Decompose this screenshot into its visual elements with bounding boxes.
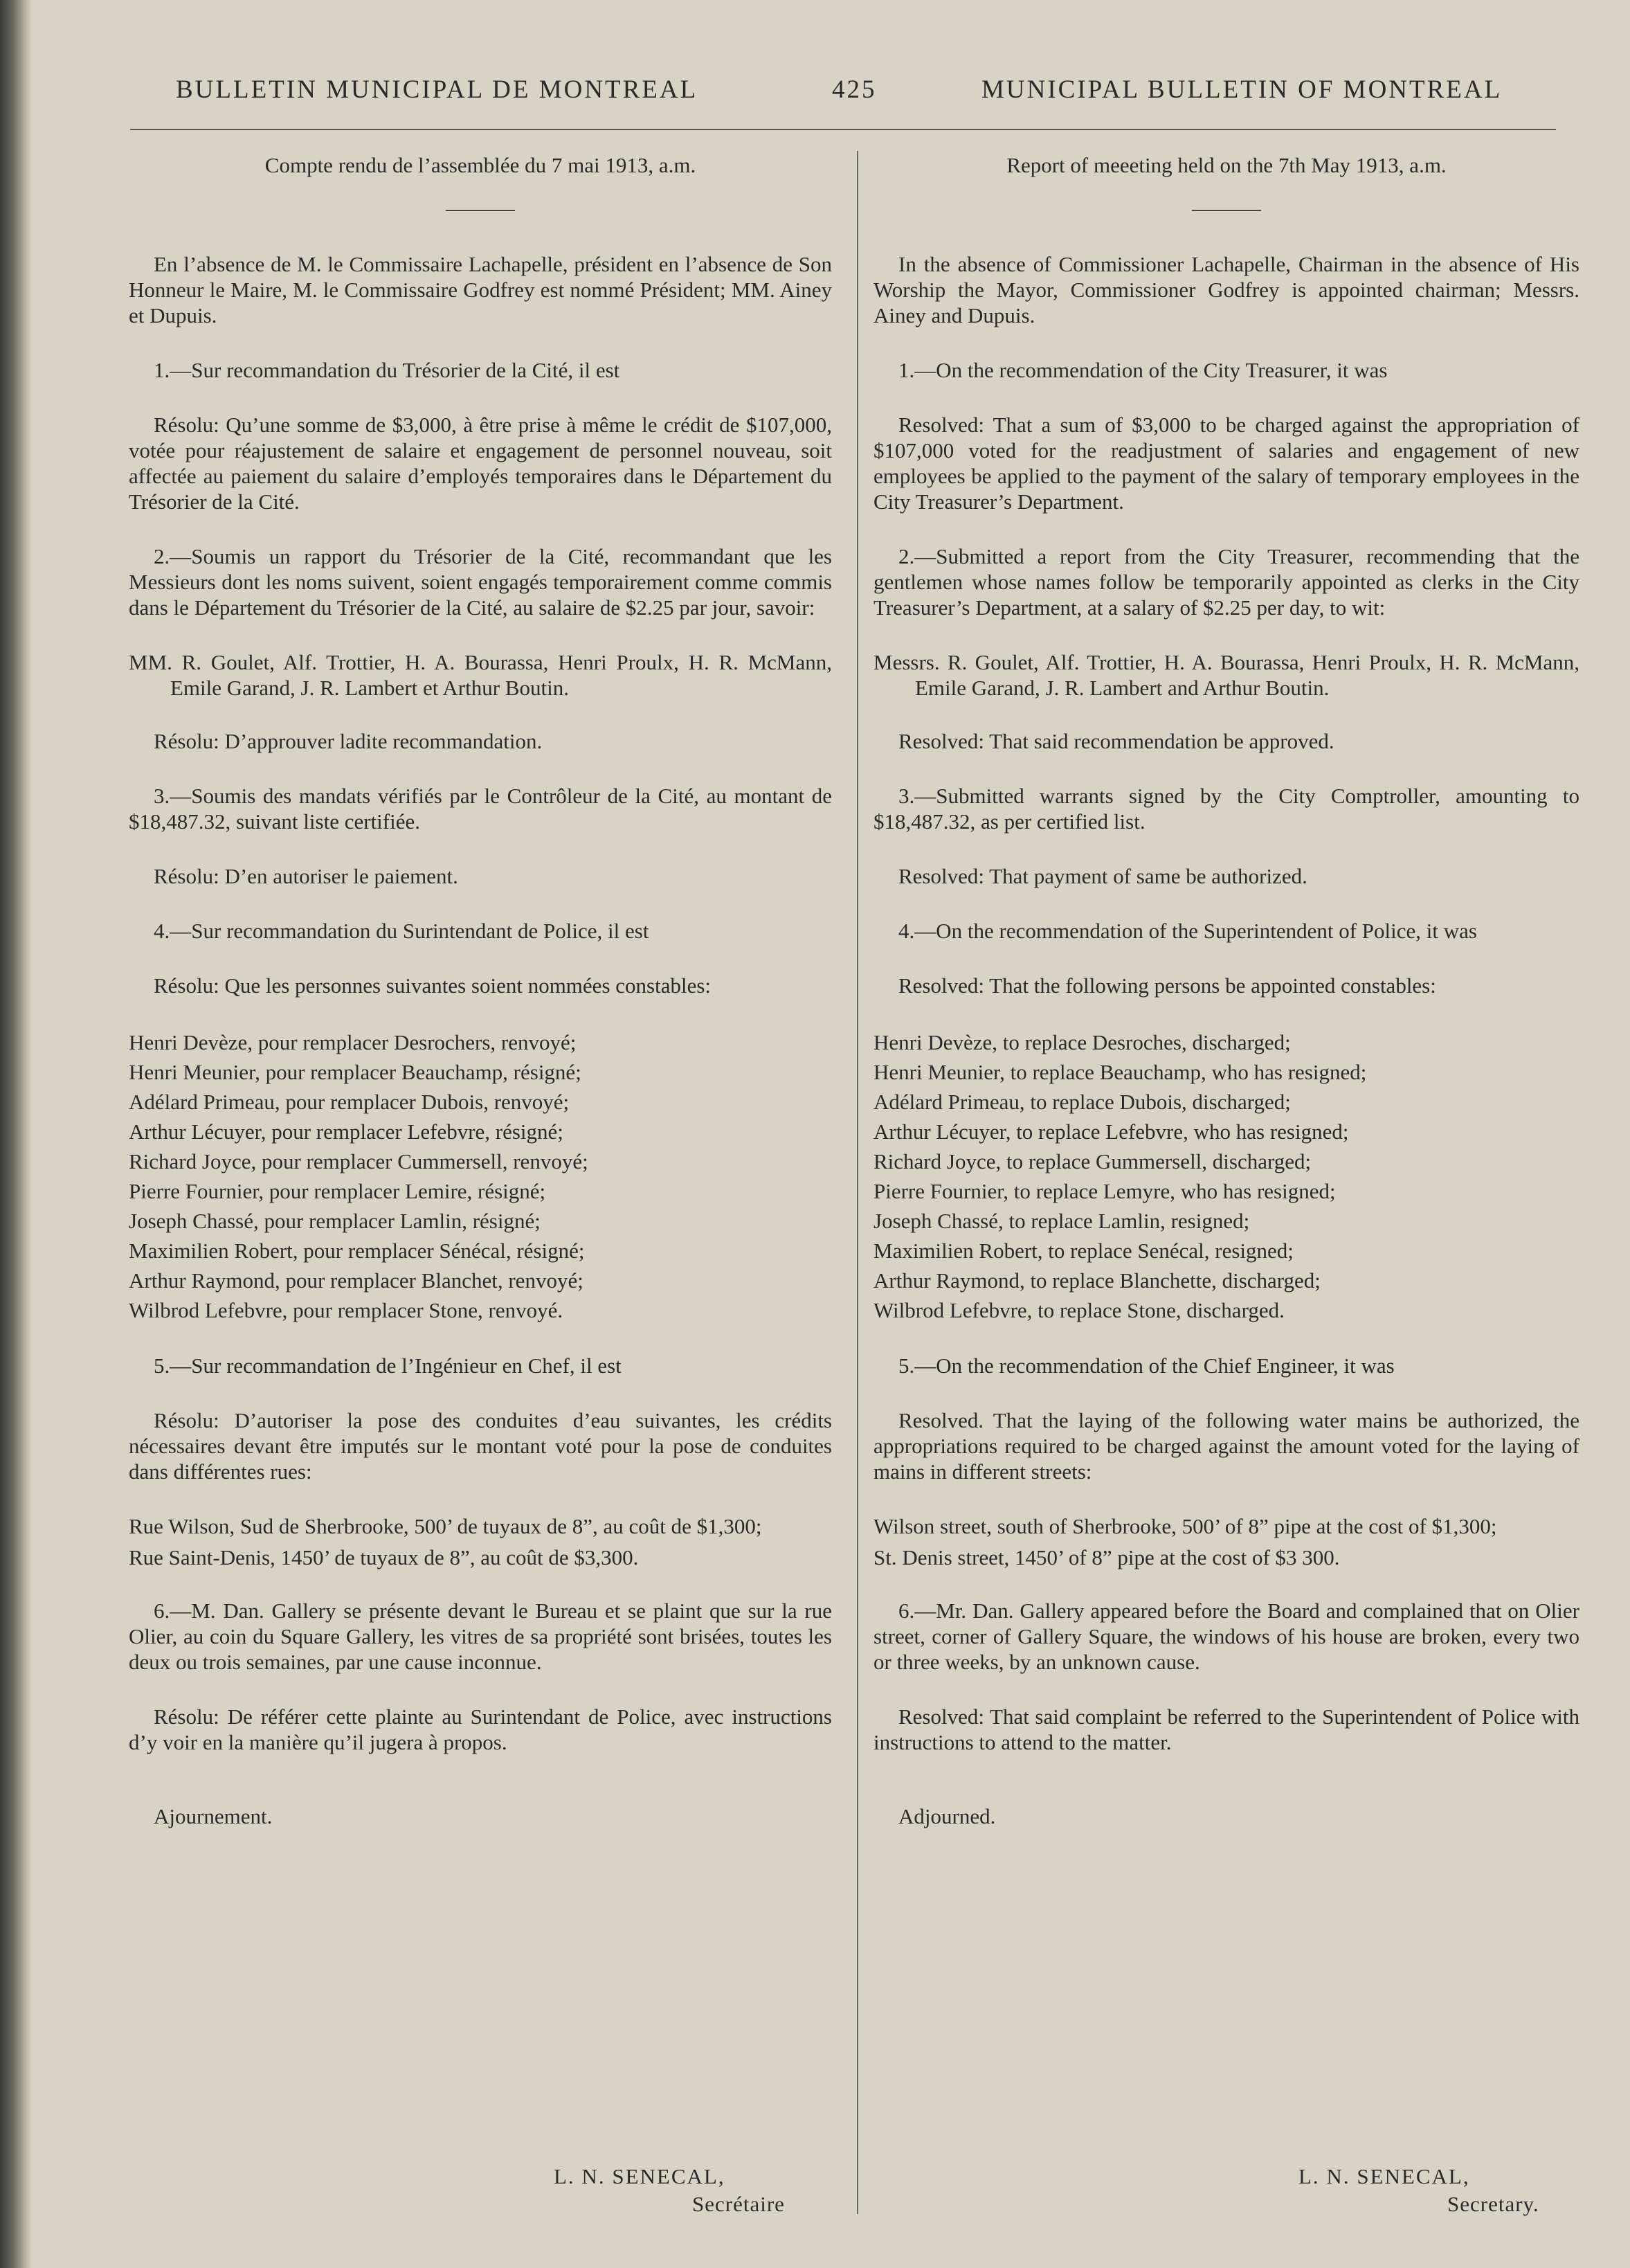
english-item-1-resolution: Resolved: That a sum of $3,000 to be charged against the appropriation of $107,000 voted for the readjustment of salaries and engagement of new employees be applied to the payment of the salary of temporary employees in the City Treasurer’s Department. xyxy=(873,413,1579,514)
french-item-5-resolution: Résolu: D’autoriser la pose des conduites d’eau suivantes, les crédits nécessaires devant être imputés sur le montant voté pour la pose de conduites dans différentes rues: xyxy=(129,1408,832,1484)
french-intro: En l’absence de M. le Commissaire Lachapelle, président en l’absence de Son Honneur le Maire, M. le Commissaire Godfrey est nommé Président; MM. Ainey et Dupuis. xyxy=(129,252,832,327)
french-signature xyxy=(554,2163,785,2218)
french-clerk-names: MM. R. Goulet, Alf. Trottier, H. A. Bourassa, Henri Proulx, H. R. McMann, Emile Garand, J. R. Lambert et Arthur Boutin. xyxy=(129,650,832,700)
french-constable-list xyxy=(129,1027,832,1325)
list-item: Wilbrod Lefebvre, to replace Stone, discharged. xyxy=(873,1298,1285,1322)
list-item: Joseph Chassé, to replace Lamlin, resigned; xyxy=(873,1209,1250,1233)
list-item: Adélard Primeau, to replace Dubois, discharged; xyxy=(873,1090,1291,1114)
title-rule xyxy=(1192,210,1261,211)
english-adjournment: Adjourned. xyxy=(898,1804,996,1828)
list-item: Arthur Lécuyer, to replace Lefebvre, who has resigned; xyxy=(873,1119,1349,1144)
list-item: Pierre Fournier, pour remplacer Lemire, résigné; xyxy=(129,1179,546,1203)
english-item-2-resolution: Resolved: That said recommendation be approved. xyxy=(898,729,1334,753)
book-spine-shadow xyxy=(0,0,32,2268)
english-item-1: 1.—On the recommendation of the City Treasurer, it was xyxy=(898,358,1388,382)
list-item: Arthur Lécuyer, pour remplacer Lefebvre, résigné; xyxy=(129,1119,563,1144)
list-item: Henri Devèze, to replace Desroches, discharged; xyxy=(873,1030,1291,1054)
english-item-6: 6.—Mr. Dan. Gallery appeared before the Board and complained that on Olier street, corner of Gallery Square, the windows of his house are broken, every two or three weeks, by an unknown cause. xyxy=(873,1599,1579,1674)
english-item-3: 3.—Submitted warrants signed by the City Comptroller, amounting to $18,487.32, as per certified list. xyxy=(873,784,1579,834)
list-item: Maximilien Robert, pour remplacer Sénécal, résigné; xyxy=(129,1239,585,1263)
french-adjournment: Ajournement. xyxy=(154,1804,273,1828)
french-item-6: 6.—M. Dan. Gallery se présente devant le Bureau et se plaint que sur la rue Olier, au coin du Square Gallery, les vitres de sa propriété sont brisées, toutes les deux ou trois semaines, par une cause inconnue. xyxy=(129,1599,832,1674)
page-number: 425 xyxy=(832,75,877,104)
french-item-2: 2.—Soumis un rapport du Trésorier de la Cité, recommandant que les Messieurs dont les noms suivent, soient engagés temporairement comme commis dans le Département du Trésorier de la Cité, au salaire de $2.25 par jour, savoir: xyxy=(129,544,832,620)
list-item: Arthur Raymond, pour remplacer Blanchet, renvoyé; xyxy=(129,1268,583,1293)
english-signature xyxy=(1298,2163,1539,2218)
list-item: Wilbrod Lefebvre, pour remplacer Stone, renvoyé. xyxy=(129,1298,563,1322)
english-constable-list xyxy=(873,1027,1579,1325)
french-item-5: 5.—Sur recommandation de l’Ingénieur en Chef, il est xyxy=(154,1353,622,1378)
english-item-5-resolution: Resolved. That the laying of the following water mains be authorized, the appropriations required to be charged against the amount voted for the laying of mains in different streets: xyxy=(873,1408,1579,1484)
list-item: Joseph Chassé, pour remplacer Lamlin, résigné; xyxy=(129,1209,541,1233)
french-water-main-1: Rue Wilson, Sud de Sherbrooke, 500’ de tuyaux de 8”, au coût de $1,300; xyxy=(129,1514,762,1538)
list-item: Henri Meunier, to replace Beauchamp, who has resigned; xyxy=(873,1060,1367,1084)
french-water-main-2: Rue Saint-Denis, 1450’ de tuyaux de 8”, au coût de $3,300. xyxy=(129,1545,639,1569)
french-signature-title: Secrétaire xyxy=(692,2192,785,2216)
french-item-6-resolution: Résolu: De référer cette plainte au Surintendant de Police, avec instructions d’y voir en la manière qu’il jugera à propos. xyxy=(129,1704,832,1754)
list-item: Pierre Fournier, to replace Lemyre, who has resigned; xyxy=(873,1179,1336,1203)
column-divider xyxy=(857,151,858,2214)
list-item: Richard Joyce, pour remplacer Cummersell, renvoyé; xyxy=(129,1149,588,1173)
english-item-3-resolution: Resolved: That payment of same be authorized. xyxy=(898,864,1307,888)
list-item: Richard Joyce, to replace Gummersell, discharged; xyxy=(873,1149,1312,1173)
english-item-2: 2.—Submitted a report from the City Treasurer, recommending that the gentlemen whose names follow be temporarily appointed as clerks in the City Treasurer’s Department, at a salary of $2.25 per day, to wit: xyxy=(873,544,1579,620)
english-item-6-resolution: Resolved: That said complaint be referred to the Superintendent of Police with instructions to attend to the matter. xyxy=(873,1704,1579,1754)
header-title-english: MUNICIPAL BULLETIN OF MONTREAL xyxy=(981,75,1503,104)
english-water-main-2: St. Denis street, 1450’ of 8” pipe at the cost of $3 300. xyxy=(873,1545,1340,1569)
english-signature-title: Secretary. xyxy=(1447,2192,1539,2216)
list-item: Maximilien Robert, to replace Senécal, resigned; xyxy=(873,1239,1294,1263)
list-item: Adélard Primeau, pour remplacer Dubois, renvoyé; xyxy=(129,1090,570,1114)
english-column xyxy=(873,152,1579,1829)
header-title-french: BULLETIN MUNICIPAL DE MONTREAL xyxy=(176,75,698,104)
list-item: Henri Meunier, pour remplacer Beauchamp, résigné; xyxy=(129,1060,581,1084)
english-signature-name: L. N. SENECAL, xyxy=(1298,2164,1470,2188)
english-item-4: 4.—On the recommendation of the Superintendent of Police, it was xyxy=(898,919,1477,943)
french-item-1: 1.—Sur recommandation du Trésorier de la Cité, il est xyxy=(154,358,620,382)
french-item-4: 4.—Sur recommandation du Surintendant de Police, il est xyxy=(154,919,649,943)
header-rule xyxy=(130,129,1556,130)
english-item-5: 5.—On the recommendation of the Chief Engineer, it was xyxy=(898,1353,1395,1378)
french-item-1-resolution: Résolu: Qu’une somme de $3,000, à être prise à même le crédit de $107,000, votée pour réajustement de salaire et engagement de personnel nouveau, soit affectée au paiement du salaire d’employés temporaires dans le Département du Trésorier de la Cité. xyxy=(129,413,832,514)
english-report-title: Report of meeeting held on the 7th May 1913, a.m. xyxy=(1006,153,1447,177)
list-item: Arthur Raymond, to replace Blanchette, discharged; xyxy=(873,1268,1321,1293)
english-item-4-resolution: Resolved: That the following persons be appointed constables: xyxy=(898,973,1436,998)
title-rule xyxy=(446,210,515,211)
english-intro: In the absence of Commissioner Lachapelle, Chairman in the absence of His Worship the Mayor, Commissioner Godfrey is appointed chairman; Messrs. Ainey and Dupuis. xyxy=(873,252,1579,327)
french-item-4-resolution: Résolu: Que les personnes suivantes soient nommées constables: xyxy=(154,973,712,998)
french-item-2-resolution: Résolu: D’approuver ladite recommandation. xyxy=(154,729,543,753)
list-item: Henri Devèze, pour remplacer Desrochers, renvoyé; xyxy=(129,1030,577,1054)
french-item-3-resolution: Résolu: D’en autoriser le paiement. xyxy=(154,864,458,888)
french-signature-name: L. N. SENECAL, xyxy=(554,2164,725,2188)
english-clerk-names: Messrs. R. Goulet, Alf. Trottier, H. A. Bourassa, Henri Proulx, H. R. McMann, Emile Garand, J. R. Lambert and Arthur Boutin. xyxy=(873,650,1579,700)
french-column xyxy=(129,152,832,1829)
french-report-title: Compte rendu de l’assemblée du 7 mai 1913, a.m. xyxy=(264,153,696,177)
page-header xyxy=(166,75,1537,109)
french-item-3: 3.—Soumis des mandats vérifiés par le Contrôleur de la Cité, au montant de $18,487.32, suivant liste certifiée. xyxy=(129,784,832,834)
english-water-main-1: Wilson street, south of Sherbrooke, 500’ of 8” pipe at the cost of $1,300; xyxy=(873,1514,1497,1538)
